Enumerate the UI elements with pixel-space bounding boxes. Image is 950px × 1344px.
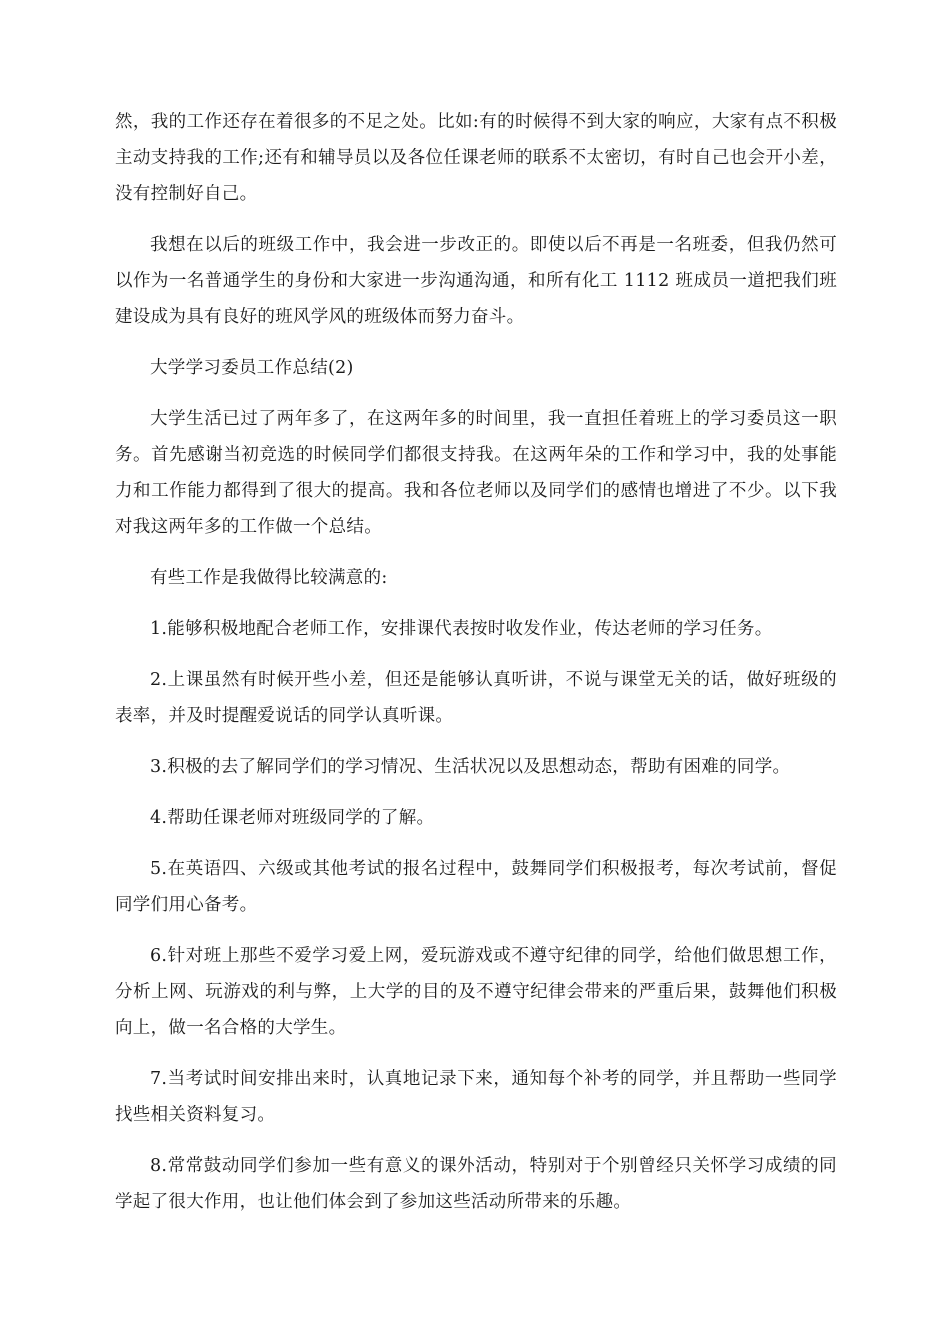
list-item-2: 2.上课虽然有时候开些小差，但还是能够认真听讲，不说与课堂无关的话，做好班级的表率，并及时提醒爱说话的同学认真听课。 [115,670,837,726]
list-item-4: 4.帮助任课老师对班级同学的了解。 [150,808,435,828]
paragraph-intro: 大学生活已过了两年多了，在这两年多的时间里，我一直担任着班上的学习委员这一职务。首先感谢当初竞选的时候同学们都很支持我。在这两年朵的工作和学习中，我的处事能力和工作能力都得到了很大的提高。我和各位老师以及同学们的感情也增进了不少。以下我对我这两年多的工作做一个总结。 [115,409,837,537]
list-item-8: 8.常常鼓动同学们参加一些有意义的课外活动，特别对于个别曾经只关怀学习成绩的同学起了很大作用，也让他们体会到了参加这些活动所带来的乐趣。 [115,1156,837,1212]
list-item-3: 3.积极的去了解同学们的学习情况、生活状况以及思想动态，帮助有困难的同学。 [150,757,791,777]
paragraph-satisfied-work: 有些工作是我做得比较满意的: [150,568,388,588]
list-item-5: 5.在英语四、六级或其他考试的报名过程中，鼓舞同学们积极报考，每次考试前，督促同学们用心备考。 [115,859,837,915]
list-item-1: 1.能够积极地配合老师工作，安排课代表按时收发作业，传达老师的学习任务。 [150,619,773,639]
paragraph-improvement-plan: 我想在以后的班级工作中，我会进一步改正的。即使以后不再是一名班委，但我仍然可以作为一名普通学生的身份和大家进一步沟通沟通，和所有化工 1112 班成员一道把我们班建设成为具有良好的班风学风的班级体而努力奋斗。 [115,235,837,327]
document-body [115,104,837,1235]
list-item-6: 6.针对班上那些不爱学习爱上网，爱玩游戏或不遵守纪律的同学，给他们做思想工作，分析上网、玩游戏的利与弊，上大学的目的及不遵守纪律会带来的严重后果，鼓舞他们积极向上，做一名合格的大学生。 [115,946,837,1038]
list-item-7: 7.当考试时间安排出来时，认真地记录下来，通知每个补考的同学，并且帮助一些同学找些相关资料复习。 [115,1069,837,1125]
paragraph-continuation: 然，我的工作还存在着很多的不足之处。比如:有的时候得不到大家的响应，大家有点不积极主动支持我的工作;还有和辅导员以及各位任课老师的联系不太密切，有时自己也会开小差，没有控制好自己。 [115,112,837,204]
section-heading: 大学学习委员工作总结(2) [150,358,354,378]
